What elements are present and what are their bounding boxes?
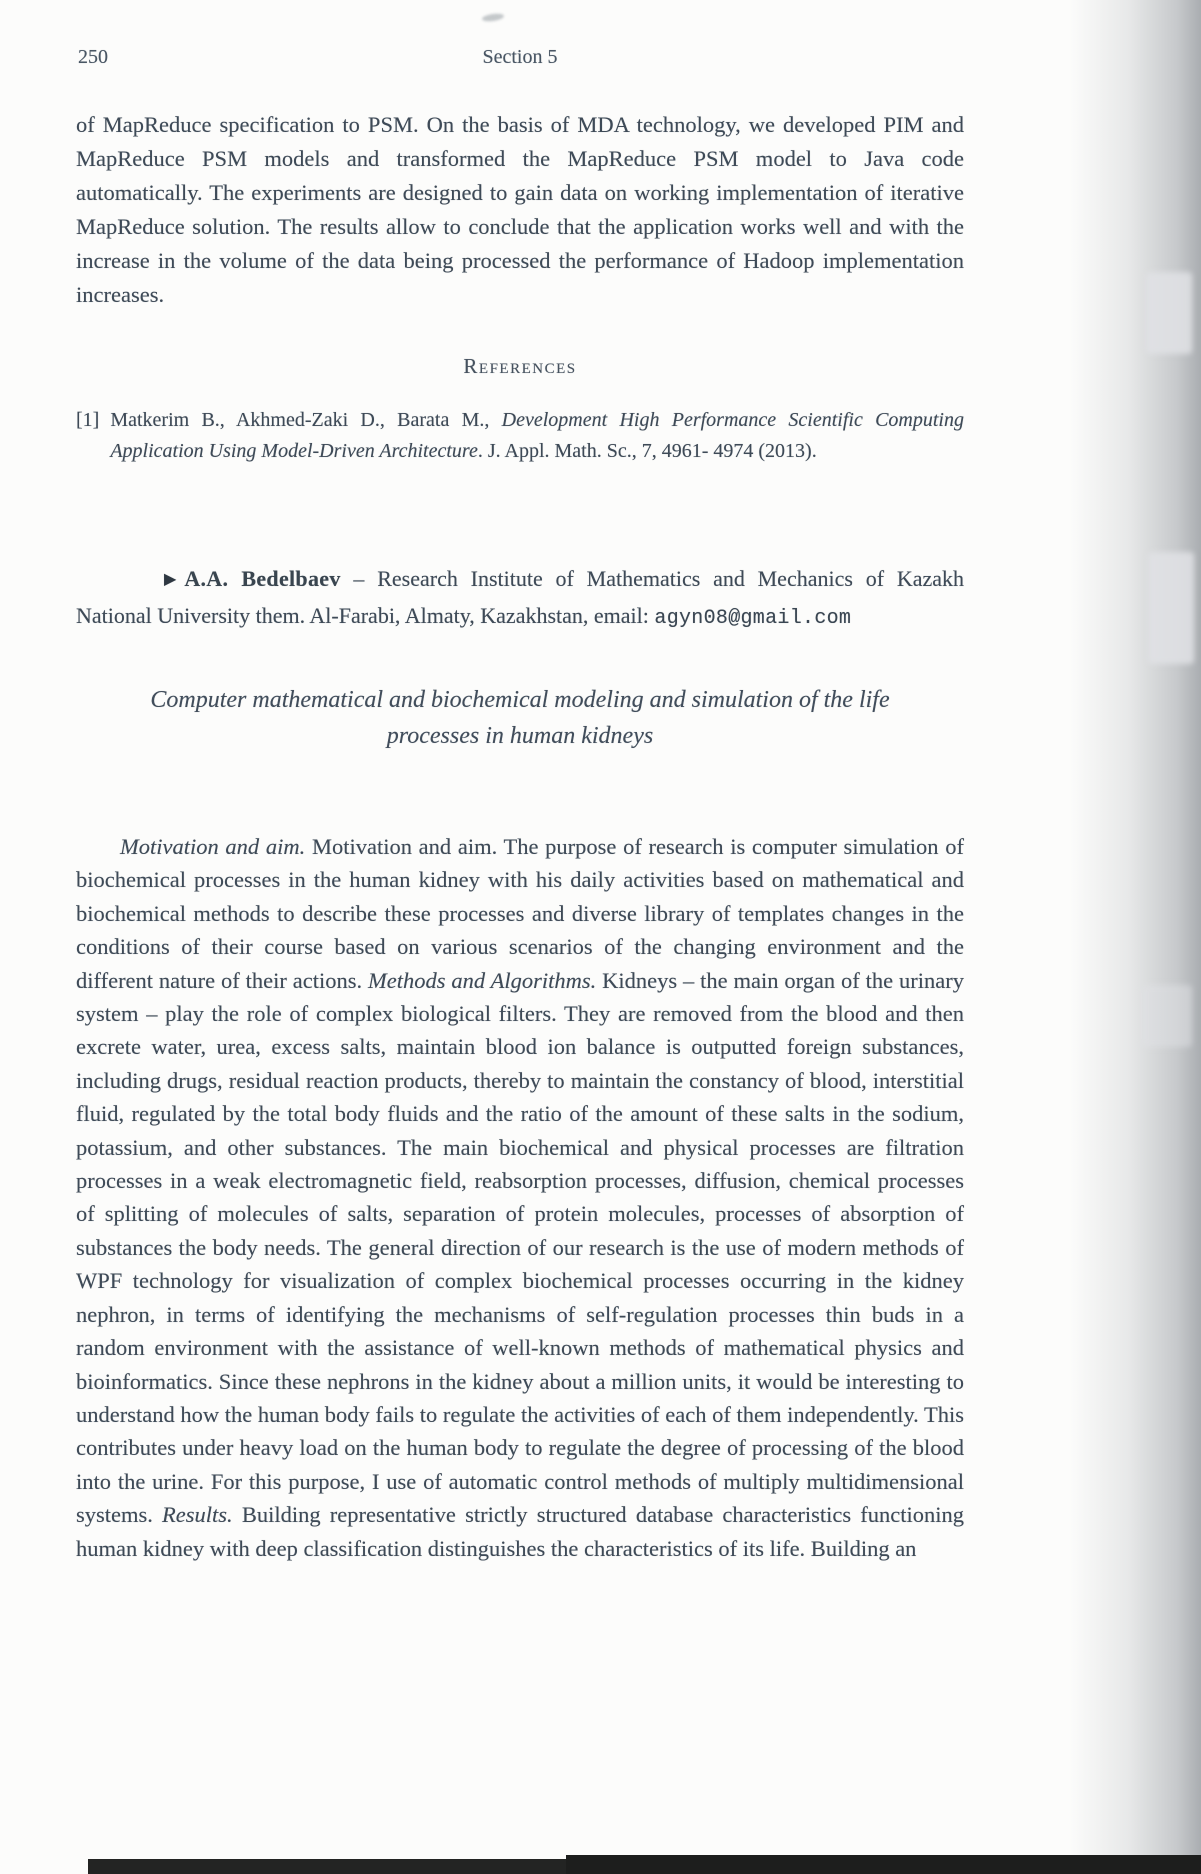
scan-edge-shadow [1069, 0, 1201, 1874]
results-text: Building representative strictly structured database characteristics functioning human kidney with deep classification distinguishes the characteristics of its life. Building an [76, 1502, 964, 1561]
reference-item [76, 405, 964, 466]
references-heading: References [463, 354, 577, 378]
scan-smudge-mark [482, 13, 505, 23]
motivation-and-aim-label: Motivation and aim. [120, 834, 306, 859]
reference-journal: . J. Appl. Math. Sc., 7, 4961- 4974 (2013). [477, 439, 817, 462]
bottom-scan-band [88, 1859, 1201, 1874]
continued-abstract-paragraph: of MapReduce specification to PSM. On the basis of MDA technology, we developed PIM and MapReduce PSM models and transformed the MapReduce PSM model to Java code automatically. The experiments are designed to gain data on working implementation of iterative MapReduce solution. The results allow to conclude that the application works well and with the increase in the volume of the data being processed the performance of Hadoop implementation increases. [76, 112, 964, 307]
methods-text: Kidneys – the main organ of the urinary system – play the role of complex biological filters. They are removed from the blood and then excrete water, urea, excess salts, maintain blood ion balance is outputted foreign substances, including drugs, residual reaction products, thereby to maintain the constancy of blood, interstitial fluid, regulated by the total body fluids and the ratio of the amount of these salts in the sodium, potassium, and other substances. The main biochemical and physical processes are filtration processes in a weak electromagnetic field, reabsorption processes, diffusion, chemical processes of splitting of molecules of salts, separation of protein molecules, processes of absorption of substances the body needs. The general direction of our research is the use of modern methods of WPF technology for visualization of complex biochemical processes occurring in the kidney nephron, in terms of identifying the mechanisms of self-regulation processes thin buds in a random environment with the assistance of well-known methods of mathematical physics and bioinformatics. Since these nephrons in the kidney about a million units, it would be interesting to understand how the human body fails to regulate the activities of each of them independently. This contributes under heavy load on the human body to regulate the degree of processing of the blood into the urine. For this purpose, I use of automatic control methods of multiply multidimensional systems. [76, 967, 965, 1528]
reference-text [110, 405, 964, 466]
triangle-bullet-icon: ▶ [164, 571, 177, 588]
bleed-through-mark [1146, 272, 1192, 354]
author-email: agyn08@gmail.com [654, 607, 852, 630]
reference-title: Development High Performance Scientific Computing Application Using Model-Driven Architecture [110, 409, 964, 462]
page-header [76, 46, 964, 72]
results-label: Results. [162, 1502, 233, 1528]
bleed-through-mark [1142, 985, 1192, 1047]
author-block [76, 562, 964, 636]
page-number: 250 [78, 46, 108, 68]
author-name: A.A. Bedelbaev [184, 566, 341, 591]
page-content [76, 46, 964, 1587]
bleed-through-mark [1148, 552, 1194, 664]
reference-marker: [1] [76, 409, 100, 431]
reference-authors: Matkerim B., Akhmed-Zaki D., Barata M., [110, 409, 502, 431]
author-affiliation: – Research Institute of Mathematics and Mechanics of Kazakh National University them. Al-Farabi, Almaty, Kazakhstan, email: [76, 566, 965, 628]
abstract-body [76, 830, 964, 1565]
section-header: Section 5 [482, 46, 558, 68]
abstract-title: Computer mathematical and biochemical modeling and simulation of the life processes in human kidneys [150, 687, 890, 749]
bottom-scan-band-dark [566, 1855, 1201, 1874]
methods-label: Methods and Algorithms. [368, 967, 597, 993]
motivation-text: Motivation and aim. The purpose of research is computer simulation of biochemical processes in the human kidney with his daily activities based on mathematical and biochemical methods to describe these processes and diverse library of templates changes in the conditions of their course based on various scenarios of the changing environment and the different nature of their actions. [76, 834, 965, 993]
